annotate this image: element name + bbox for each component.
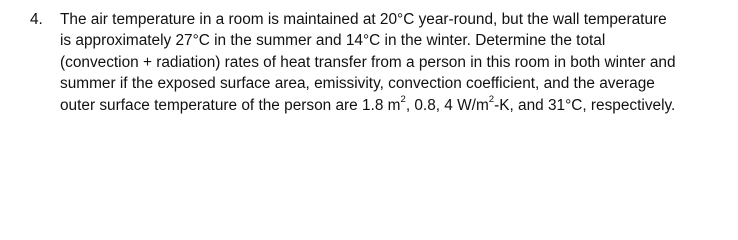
problem-text-line: summer if the exposed surface area, emissivity, convection coefficient, and the average bbox=[60, 75, 655, 93]
problem-text bbox=[60, 9, 738, 116]
text-segment: -K, and 31°C, respectively. bbox=[494, 96, 676, 114]
text-segment: , 0.8, 4 W/m bbox=[405, 96, 489, 114]
area-unit-exponent: 2 bbox=[400, 94, 406, 106]
problem-text-line-last bbox=[60, 95, 738, 116]
problem-text-line: is approximately 27°C in the summer and 14°C in the winter. Determine the total bbox=[60, 32, 606, 50]
problem-number: 4. bbox=[30, 11, 43, 28]
coefficient-unit-exponent: 2 bbox=[488, 94, 495, 106]
problem-text-line: The air temperature in a room is maintained at 20°C year-round, but the wall temperature bbox=[60, 11, 667, 28]
problem-text-line: (convection + radiation) rates of heat transfer from a person in this room in both winter and bbox=[60, 53, 676, 71]
text-segment: outer surface temperature of the person are 1.8 m bbox=[60, 96, 401, 114]
